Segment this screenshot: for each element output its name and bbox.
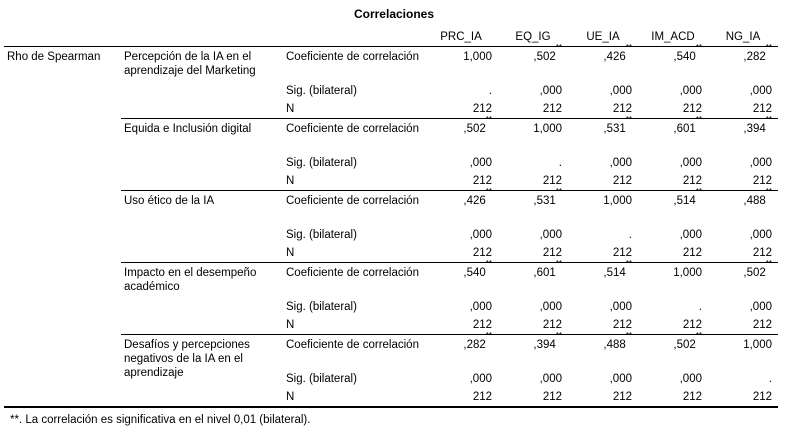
cell-value: 212 (542, 103, 562, 115)
cell-value: ,394 (533, 339, 556, 351)
cell-value: ,000 (679, 85, 702, 97)
statistic-label: N (283, 172, 424, 191)
statistic-label: Sig. (bilateral) (286, 301, 357, 313)
variable-label: Impacto en el desempeño académico (121, 263, 283, 335)
header-blank-cell (121, 28, 283, 47)
table-cell (424, 298, 498, 316)
cell-value: ,000 (469, 373, 492, 385)
table-cell (638, 187, 708, 227)
table-cell (498, 154, 568, 172)
significance-mark: ** (485, 259, 492, 268)
table-cell (498, 100, 568, 119)
cell-value: 212 (472, 319, 492, 331)
table-cell (638, 115, 708, 155)
cell-value: 212 (612, 391, 632, 403)
cell-value: 212 (542, 247, 562, 259)
significance-mark: ** (625, 43, 632, 52)
cell-value: ,514 (603, 267, 626, 279)
cell-value: ,502 (463, 123, 486, 135)
footnote: **. La correlación es significativa en el nivel 0,01 (bilateral). (10, 414, 311, 426)
cell-value: ,000 (749, 229, 772, 241)
cell-value: 212 (752, 319, 772, 331)
significance-mark: ** (485, 187, 492, 196)
table-cell (424, 115, 498, 155)
cell-value: 212 (682, 391, 702, 403)
table-cell (568, 191, 638, 227)
table-cell (568, 154, 638, 172)
cell-value: ,000 (749, 301, 772, 313)
statistic-label: Coeficiente de correlación (286, 267, 419, 279)
cell-value: ,488 (743, 195, 766, 207)
cell-value: ,488 (603, 339, 626, 351)
cell-value: . (768, 373, 772, 385)
table-cell (568, 115, 638, 155)
table-cell (708, 115, 778, 155)
statistic-label: Coeficiente de correlación (286, 339, 419, 351)
significance-mark: ** (555, 187, 562, 196)
table-cell (568, 331, 638, 371)
table-cell (498, 43, 568, 83)
table-cell (498, 259, 568, 299)
cell-value: 212 (612, 319, 632, 331)
table-cell (424, 331, 498, 371)
table-cell (498, 82, 568, 100)
table-cell (708, 43, 778, 83)
table-cell (708, 316, 778, 335)
table-cell (424, 47, 498, 83)
table-cell (424, 370, 498, 388)
table-cell (424, 154, 498, 172)
cell-value: 212 (682, 103, 702, 115)
significance-mark: ** (695, 331, 702, 340)
column-header: EQ_IG (498, 28, 568, 47)
cell-value: 212 (752, 175, 772, 187)
statistic-label: N (283, 316, 424, 335)
correlations-table (4, 28, 778, 408)
table-cell (568, 388, 638, 407)
cell-value: 1,000 (533, 123, 562, 135)
cell-value: 212 (472, 103, 492, 115)
cell-value: ,282 (743, 51, 766, 63)
cell-value: ,531 (533, 195, 556, 207)
cell-value: ,000 (539, 373, 562, 385)
statistic-label: Sig. (bilateral) (286, 373, 357, 385)
table-cell (498, 331, 568, 371)
cell-value: 212 (542, 175, 562, 187)
significance-mark: ** (765, 115, 772, 124)
cell-value: 1,000 (463, 51, 492, 63)
table-cell (708, 187, 778, 227)
cell-value: ,000 (539, 85, 562, 97)
table-cell (568, 172, 638, 191)
cell-value: . (488, 85, 492, 97)
variable-label: Uso ético de la IA (121, 191, 283, 263)
cell-value: ,502 (743, 267, 766, 279)
cell-value: 212 (542, 391, 562, 403)
cell-value: ,000 (679, 157, 702, 169)
table-cell (708, 370, 778, 388)
significance-mark: ** (485, 115, 492, 124)
statistic-label: Sig. (bilateral) (286, 157, 357, 169)
table-row (4, 191, 778, 227)
header-blank-cell (283, 28, 424, 47)
table-cell (708, 154, 778, 172)
table-cell (708, 226, 778, 244)
table-cell (638, 226, 708, 244)
cell-value: 1,000 (743, 339, 772, 351)
column-header: PRC_IA (424, 28, 498, 47)
cell-value: ,514 (673, 195, 696, 207)
significance-mark: ** (555, 43, 562, 52)
cell-value: 212 (752, 247, 772, 259)
cell-value: ,000 (469, 301, 492, 313)
table-cell (638, 43, 708, 83)
table-row (4, 47, 778, 83)
cell-value: ,540 (673, 51, 696, 63)
cell-value: 212 (612, 175, 632, 187)
statistic-label: N (283, 244, 424, 263)
cell-value: 212 (682, 175, 702, 187)
cell-value: ,000 (469, 229, 492, 241)
table-cell (424, 259, 498, 299)
table-cell (424, 187, 498, 227)
table-row (4, 335, 778, 371)
table-cell (498, 388, 568, 407)
cell-value: ,426 (463, 195, 486, 207)
statistic-label: Coeficiente de correlación (286, 51, 419, 63)
statistic-label: Coeficiente de correlación (286, 195, 419, 207)
table-cell (638, 331, 708, 371)
table-cell (708, 388, 778, 407)
significance-mark: ** (695, 187, 702, 196)
table-cell (424, 388, 498, 407)
cell-value: 212 (472, 391, 492, 403)
table-cell (424, 82, 498, 100)
table-cell (568, 259, 638, 299)
cell-value: . (698, 301, 702, 313)
statistic-label: Coeficiente de correlación (286, 123, 419, 135)
cell-value: ,000 (749, 157, 772, 169)
table-cell (568, 298, 638, 316)
statistic-label: N (283, 388, 424, 407)
cell-value: ,000 (539, 301, 562, 313)
significance-mark: ** (765, 259, 772, 268)
cell-value: ,000 (469, 157, 492, 169)
cell-value: ,394 (743, 123, 766, 135)
cell-value: ,000 (609, 373, 632, 385)
significance-mark: ** (485, 331, 492, 340)
significance-mark: ** (625, 259, 632, 268)
table-cell (424, 226, 498, 244)
cell-value: 212 (752, 391, 772, 403)
column-header: UE_IA (568, 28, 638, 47)
column-header: NG_IA (708, 28, 778, 47)
table-cell (498, 119, 568, 155)
cell-value: 212 (612, 247, 632, 259)
variable-label: Percepción de la IA en el aprendizaje del Marketing (121, 47, 283, 119)
table-cell (638, 82, 708, 100)
statistic-label: N (283, 100, 424, 119)
header-row (4, 28, 778, 47)
variable-label: Equida e Inclusión digital (121, 119, 283, 191)
cell-value: . (628, 229, 632, 241)
cell-value: ,531 (603, 123, 626, 135)
cell-value: 212 (752, 103, 772, 115)
significance-mark: ** (555, 259, 562, 268)
header-blank-cell (4, 28, 121, 47)
significance-mark: ** (765, 187, 772, 196)
table-cell (498, 298, 568, 316)
table-title: Correlaciones (353, 7, 435, 21)
significance-mark: ** (695, 115, 702, 124)
cell-value: 1,000 (603, 195, 632, 207)
table-cell (638, 370, 708, 388)
method-label: Rho de Spearman (4, 47, 121, 408)
table-cell (568, 82, 638, 100)
significance-mark: ** (625, 115, 632, 124)
cell-value: ,502 (673, 339, 696, 351)
cell-value: ,000 (609, 85, 632, 97)
cell-value: 212 (542, 319, 562, 331)
cell-value: ,000 (679, 373, 702, 385)
cell-value: 212 (612, 103, 632, 115)
statistic-label: Sig. (bilateral) (286, 229, 357, 241)
cell-value: . (558, 157, 562, 169)
table-cell (708, 298, 778, 316)
cell-value: ,000 (749, 85, 772, 97)
cell-value: 212 (682, 247, 702, 259)
cell-value: ,000 (679, 229, 702, 241)
cell-value: ,426 (603, 51, 626, 63)
table-cell (498, 370, 568, 388)
table-cell (568, 226, 638, 244)
table-cell (708, 259, 778, 299)
significance-mark: ** (765, 43, 772, 52)
cell-value: ,000 (609, 157, 632, 169)
table-cell (498, 226, 568, 244)
table-row (4, 119, 778, 155)
cell-value: ,601 (673, 123, 696, 135)
cell-value: ,540 (463, 267, 486, 279)
table-row (4, 263, 778, 299)
table-cell (638, 154, 708, 172)
table-cell (638, 388, 708, 407)
table-cell (638, 298, 708, 316)
cell-value: 212 (472, 247, 492, 259)
cell-value: 212 (682, 319, 702, 331)
table-cell (708, 82, 778, 100)
cell-value: ,000 (609, 301, 632, 313)
cell-value: 212 (472, 175, 492, 187)
variable-label: Desafíos y percepciones negativos de la IA en el aprendizaje (121, 335, 283, 408)
table-cell (708, 335, 778, 371)
significance-mark: ** (625, 331, 632, 340)
significance-mark: ** (555, 331, 562, 340)
cell-value: ,502 (533, 51, 556, 63)
cell-value: ,282 (463, 339, 486, 351)
table-cell (638, 263, 708, 299)
cell-value: 1,000 (673, 267, 702, 279)
table-cell (638, 244, 708, 263)
table-cell (498, 187, 568, 227)
column-header: IM_ACD (638, 28, 708, 47)
cell-value: ,601 (533, 267, 556, 279)
table-cell (568, 43, 638, 83)
statistic-label: Sig. (bilateral) (286, 85, 357, 97)
cell-value: ,000 (539, 229, 562, 241)
table-cell (568, 370, 638, 388)
significance-mark: ** (695, 43, 702, 52)
